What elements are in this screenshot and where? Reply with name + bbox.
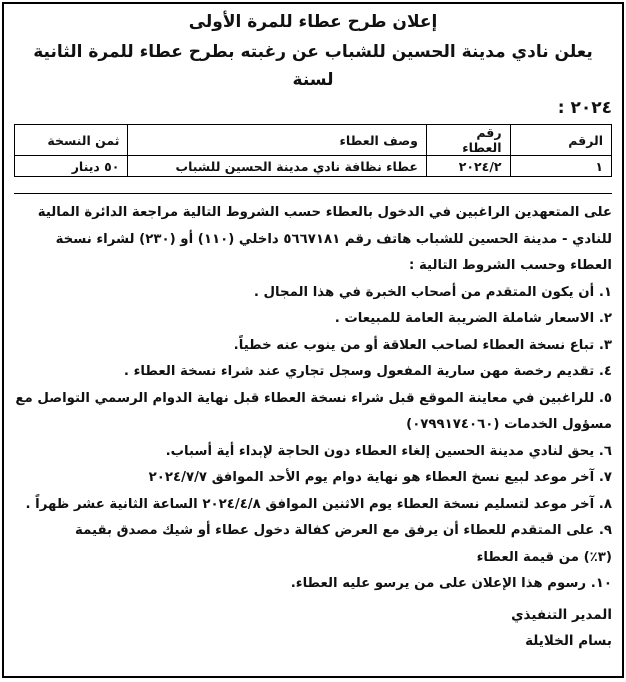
signature-block <box>14 602 612 654</box>
condition-item: ٩. على المتقدم للعطاء أن يرفق مع العرض كفالة دخول عطاء أو شيك مصدق بقيمة <box>75 523 612 538</box>
condition-item: مسؤول الخدمات (٠٧٩٩١٧٤٠٦٠) <box>406 417 612 432</box>
signature-title: المدير التنفيذي <box>511 606 612 623</box>
header-tender-number: رقم العطاء <box>426 125 510 156</box>
announcement-title: إعلان طرح عطاء للمرة الأولى <box>188 12 438 32</box>
condition-item: ٨. آخر موعد لتسليم نسخة العطاء يوم الاثنين الموافق ٢٠٢٤/٤/٨ الساعة الثانية عشر ظهراً . <box>25 496 612 512</box>
intro-line: للنادي - مدينة الحسين للشباب هاتف رقم ٥٦٦٧١٨١ داخلي (١١٠) أو (٢٣٠) لشراء نسخة <box>55 231 612 247</box>
condition-item: ٢. الاسعار شاملة الضريبة العامة للمبيعات . <box>334 311 612 326</box>
conditions-list <box>14 280 612 598</box>
tender-table <box>14 124 612 177</box>
announcement-subtitle <box>14 38 612 122</box>
condition-item: ٧. آخر موعد لبيع نسخ العطاء هو نهاية دوام يوم الأحد الموافق ٢٠٢٤/٧/٧ <box>148 470 612 485</box>
cell-number: ١ <box>510 156 611 177</box>
subtitle-line-2: ٢٠٢٤ : <box>557 98 612 118</box>
condition-item: ٣. تباع نسخة العطاء لصاحب العلاقة أو من ينوب عنه خطياً. <box>233 337 612 353</box>
condition-item: ٤. تقديم رخصة مهن سارية المفعول وسجل تجاري عند شراء نسخة العطاء . <box>123 364 612 379</box>
cell-tender-number: ٢٠٢٤/٢ <box>426 156 510 177</box>
condition-item: ٥. للراغبين في معاينة الموقع قبل شراء نسخة العطاء قبل نهاية الدوام الرسمي التواصل مع <box>15 390 612 406</box>
tender-announcement <box>2 2 624 678</box>
condition-item: ١. أن يكون المتقدم من أصحاب الخبرة في هذا المجال . <box>253 284 612 300</box>
subtitle-line-1: يعلن نادي مدينة الحسين للشباب عن رغبته بطرح عطاء للمرة الثانية لسنة <box>33 42 593 90</box>
table-row <box>15 156 612 177</box>
header-number: الرقم <box>510 125 611 156</box>
intro-line: على المتعهدين الراغبين في الدخول بالعطاء حسب الشروط التالية مراجعة الدائرة المالية <box>37 205 612 220</box>
condition-item: (٣٪) من قيمة العطاء <box>476 549 612 565</box>
cell-copy-price: ٥٠ دينار <box>15 156 128 177</box>
header-description: وصف العطاء <box>128 125 427 156</box>
cell-description: عطاء نظافة نادي مدينة الحسين للشباب <box>128 156 427 177</box>
intro-paragraph <box>14 200 612 280</box>
announcement-body <box>14 193 612 654</box>
intro-line: العطاء وحسب الشروط التالية : <box>409 258 612 273</box>
signature-name: بسام الخلايلة <box>525 632 612 649</box>
header-copy-price: ثمن النسخة <box>15 125 128 156</box>
condition-item: ٦. يحق لنادي مدينة الحسين إلغاء العطاء دون الحاجة لإبداء أية أسباب. <box>165 443 612 459</box>
table-header-row <box>15 125 612 156</box>
condition-item: ١٠. رسوم هذا الإعلان على من يرسو عليه العطاء. <box>290 576 612 591</box>
